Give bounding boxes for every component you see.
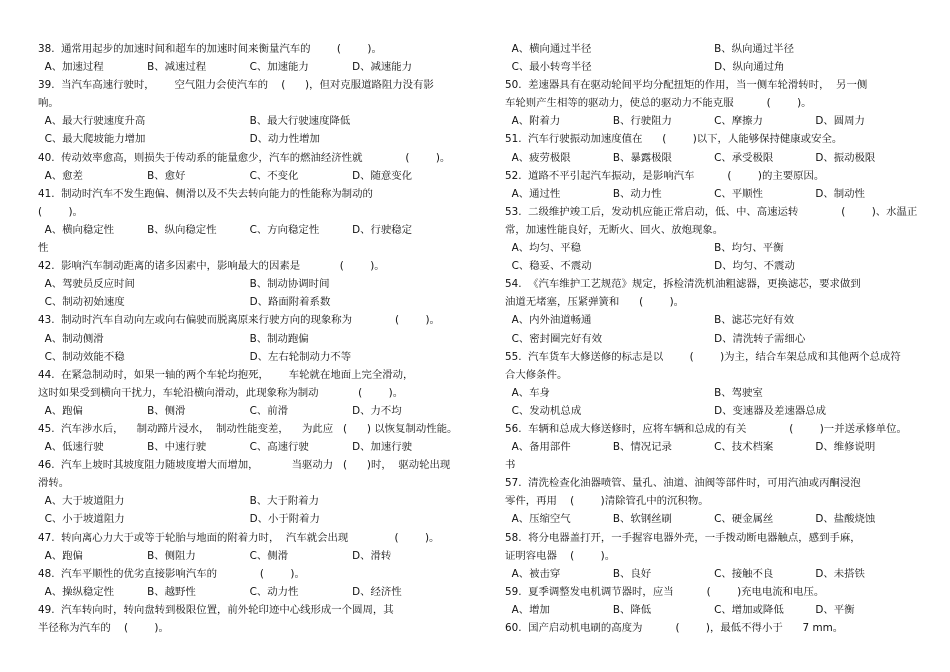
answer-option: C、最小转弯半径	[505, 61, 592, 74]
question-text: 书	[505, 459, 516, 472]
answer-option: A、增加	[505, 603, 550, 616]
question-text: 证明容电器 ( )。	[505, 549, 616, 562]
answer-option: D、圆周力	[808, 115, 865, 128]
answer-option: C、最大爬坡能力增加	[38, 133, 146, 146]
option-row	[38, 112, 448, 130]
option-row	[505, 40, 910, 58]
answer-option: B、制动协调时间	[243, 278, 330, 291]
answer-option: C、前滑	[243, 404, 289, 417]
answer-option: B、中速行驶	[140, 441, 207, 454]
question-text: ( )。	[38, 205, 83, 218]
question-text: 51. 汽车行驶振动加速度值在 ( )以下，人能够保持健康或安全。	[505, 133, 843, 146]
answer-option: A、横向稳定性	[38, 223, 115, 236]
question-text: 车轮则产生相等的驱动力，使总的驱动力不能克服 ( )。	[505, 97, 812, 110]
question-text: 合大修条件。	[505, 368, 568, 381]
question-text: 44. 在紧急制动时，如果一轴的两个车轮均抱死， 车轮就在地面上完全滑动，	[38, 368, 414, 381]
answer-option: A、跑偏	[38, 404, 83, 417]
option-row	[38, 402, 448, 420]
answer-option: D、制动性	[808, 187, 865, 200]
question-text: 零件，再用 ( )清除管孔中的沉积物。	[505, 495, 709, 508]
question-text: 油道无堵塞，压紧弹簧和 ( )。	[505, 296, 685, 309]
answer-option: D、纵向通过角	[707, 61, 785, 74]
answer-option: D、动力性增加	[243, 133, 320, 146]
answer-option: B、侧阻力	[140, 549, 196, 562]
answer-option: D、平衡	[808, 603, 855, 616]
option-row	[505, 330, 910, 348]
answer-option: D、维修说明	[808, 441, 876, 454]
answer-option: C、硬金属丝	[707, 513, 774, 526]
answer-option: B、减速过程	[140, 61, 207, 74]
option-row	[38, 130, 448, 148]
answer-option: B、大于附着力	[243, 495, 320, 508]
option-row	[38, 438, 448, 456]
answer-option: A、附着力	[505, 115, 561, 128]
answer-option: C、技术档案	[707, 441, 774, 454]
answer-option: C、加速能力	[243, 61, 309, 74]
answer-option: C、发动机总成	[505, 404, 582, 417]
answer-option: B、愈好	[140, 169, 186, 182]
option-row	[505, 601, 910, 619]
question-text: 40. 传动效率愈高，则损失于传动系的能量愈少，汽车的燃油经济性就 ( )。	[38, 151, 451, 164]
answer-option: C、承受极限	[707, 151, 774, 164]
answer-option: B、驾驶室	[707, 386, 763, 399]
question-text: 48. 汽车平顺性的优劣直接影响汽车的 ( )。	[38, 567, 305, 580]
answer-option: A、跑偏	[38, 549, 83, 562]
question-text: 42. 影响汽车制动距离的诸多因素中，影响最大的因素是 ( )。	[38, 260, 385, 273]
question-text: 55. 汽车货车大修送修的标志是以 ( )为主，结合车架总成和其他两个总成符	[505, 350, 901, 363]
option-row	[505, 149, 910, 167]
answer-option: A、操纵稳定性	[38, 585, 115, 598]
answer-option: D、左右轮制动力不等	[243, 350, 352, 363]
question-text: 半径称为汽车的 ( )。	[38, 622, 169, 634]
answer-option: C、密封圈完好有效	[505, 332, 602, 345]
answer-option: A、加速过程	[38, 61, 104, 74]
question-text: 45. 汽车涉水后， 制动蹄片浸水， 制动性能变差， 为此应 ( ) 以恢复制动性能。	[38, 422, 458, 435]
answer-option: B、行驶阻力	[606, 115, 672, 128]
answer-option: C、侧滑	[243, 549, 289, 562]
answer-option: B、纵向通过半径	[707, 43, 794, 55]
answer-option: D、加速行驶	[345, 441, 413, 454]
answer-option: A、疲劳极限	[505, 151, 571, 164]
option-row	[38, 583, 448, 601]
answer-option: B、滤芯完好有效	[707, 314, 794, 327]
question-text: 性	[38, 242, 49, 255]
answer-option: D、滑转	[345, 549, 392, 562]
answer-option: D、小于附着力	[243, 513, 320, 526]
answer-option: A、愈差	[38, 169, 83, 182]
option-row	[38, 167, 448, 185]
option-row	[505, 58, 910, 76]
question-text: 49. 汽车转向时，转向盘转到极限位置，前外轮印迹中心线形成一个圆周，其	[38, 603, 394, 616]
answer-option: D、变速器及差速器总成	[707, 404, 827, 417]
answer-option: A、通过性	[505, 187, 561, 200]
question-text: 39. 当汽车高速行驶时， 空气阻力会使汽车的 ( )，但对克服道路阻力没有影	[38, 79, 434, 92]
option-row	[505, 185, 910, 203]
question-text: 43. 制动时汽车自动向左或向右偏驶而脱离原来行驶方向的现象称为 ( )。	[38, 314, 440, 327]
answer-option: B、降低	[606, 603, 652, 616]
question-text: 46. 汽车上坡时其坡度阻力随坡度增大而增加， 当驱动力 ( )时， 驱动轮出现	[38, 459, 451, 472]
answer-option: D、未搭铁	[808, 567, 865, 580]
option-row	[505, 311, 910, 329]
answer-option: D、随意变化	[345, 169, 413, 182]
answer-option: A、均匀、平稳	[505, 242, 582, 255]
option-row	[38, 293, 448, 311]
question-text: 41. 制动时汽车不发生跑偏、侧滑以及不失去转向能力的性能称为制动的	[38, 187, 373, 200]
answer-option: C、平顺性	[707, 187, 763, 200]
question-text: 常，加速性能良好，无断火、回火、放炮现象。	[505, 223, 724, 236]
question-text: 这时如果受到横向干扰力，车轮沿横向滑动，此现象称为制动 ( )。	[38, 386, 404, 399]
left-column	[38, 40, 458, 637]
answer-option: D、行驶稳定	[345, 223, 413, 236]
answer-option: A、最大行驶速度升高	[38, 115, 146, 128]
question-text: 响。	[38, 97, 59, 110]
answer-option: B、均匀、平衡	[707, 242, 784, 255]
option-row	[505, 510, 910, 528]
answer-option: A、低速行驶	[38, 441, 104, 454]
answer-option: B、侧滑	[140, 404, 186, 417]
answer-option: B、暴露极限	[606, 151, 672, 164]
question-text: 53. 二级维护竣工后，发动机应能正常启动，低、中、高速运转 ( )、水温正	[505, 205, 918, 218]
question-text: 56. 车辆和总成大修送修时，应将车辆和总成的有关 ( )一并送承修单位。	[505, 422, 907, 435]
answer-option: B、越野性	[140, 585, 196, 598]
answer-option: D、清洗转子需细心	[707, 332, 806, 345]
answer-option: C、方向稳定性	[243, 223, 320, 236]
answer-option: C、稳妥、不震动	[505, 260, 592, 273]
option-row	[38, 275, 448, 293]
answer-option: A、制动侧滑	[38, 332, 104, 345]
answer-option: C、接触不良	[707, 567, 774, 580]
answer-option: A、内外油道畅通	[505, 314, 592, 327]
answer-option: C、增加或降低	[707, 603, 784, 616]
answer-option: D、盐酸烧蚀	[808, 513, 876, 526]
right-column	[505, 40, 918, 637]
answer-option: C、动力性	[243, 585, 299, 598]
answer-option: C、制动初始速度	[38, 296, 125, 309]
answer-option: B、制动跑偏	[243, 332, 309, 345]
option-row	[38, 510, 448, 528]
answer-option: C、小于坡道阻力	[38, 513, 125, 526]
question-text: 54. 《汽车维护工艺规范》规定，拆检清洗机油粗滤器，更换滤芯，要求做到	[505, 278, 861, 291]
question-text: 59. 夏季调整发电机调节器时，应当 ( )充电电流和电压。	[505, 585, 825, 598]
answer-option: D、减速能力	[345, 61, 413, 74]
question-text: 57. 清洗检查化油器喷管、量孔、油道、油阀等部件时，可用汽油或丙酮浸泡	[505, 477, 861, 490]
question-text: 58. 将分电器盖打开，一手握容电器外壳，一手拨动断电器触点，感到手麻，	[505, 531, 861, 544]
answer-option: D、力不均	[345, 404, 402, 417]
option-row	[505, 565, 910, 583]
answer-option: D、路面附着系数	[243, 296, 331, 309]
answer-option: B、纵向稳定性	[140, 223, 217, 236]
answer-option: A、车身	[505, 386, 550, 399]
answer-option: B、动力性	[606, 187, 662, 200]
answer-option: B、软钢丝刷	[606, 513, 672, 526]
answer-option: B、情况记录	[606, 441, 672, 454]
option-row	[505, 402, 910, 420]
question-text: 47. 转向离心力大于或等于轮胎与地面的附着力时， 汽车就会出现 ( )。	[38, 531, 440, 544]
option-row	[38, 221, 448, 239]
answer-option: C、摩擦力	[707, 115, 763, 128]
option-row	[38, 547, 448, 565]
answer-option: A、大于坡道阻力	[38, 495, 125, 508]
option-row	[38, 492, 448, 510]
answer-option: C、高速行驶	[243, 441, 309, 454]
answer-option: A、被击穿	[505, 567, 561, 580]
answer-option: A、备用部件	[505, 441, 571, 454]
option-row	[505, 384, 910, 402]
answer-option: D、均匀、不震动	[707, 260, 795, 273]
option-row	[505, 438, 910, 456]
answer-option: C、制动效能不稳	[38, 350, 125, 363]
option-row	[38, 330, 448, 348]
option-row	[505, 239, 910, 257]
answer-option: B、良好	[606, 567, 652, 580]
question-text: 50. 差速器具有在驱动轮间平均分配扭矩的作用，当一侧车轮滑转时， 另一侧	[505, 79, 868, 92]
question-text: 38. 通常用起步的加速时间和超车的加速时间来衡量汽车的 ( )。	[38, 43, 382, 55]
question-text: 60. 国产启动机电刷的高度为 ( )，最低不得小于 7 mm。	[505, 622, 844, 634]
question-text: 滑转。	[38, 477, 70, 490]
answer-option: A、驾驶员反应时间	[38, 278, 135, 291]
question-text: 52. 道路不平引起汽车振动，是影响汽车 ( )的主要原因。	[505, 169, 825, 182]
answer-option: D、振动极限	[808, 151, 876, 164]
answer-option: A、横向通过半径	[505, 43, 592, 55]
answer-option: B、最大行驶速度降低	[243, 115, 351, 128]
answer-option: A、压缩空气	[505, 513, 571, 526]
option-row	[38, 58, 448, 76]
option-row	[505, 257, 910, 275]
answer-option: D、经济性	[345, 585, 402, 598]
answer-option: C、不变化	[243, 169, 299, 182]
option-row	[38, 348, 448, 366]
option-row	[505, 112, 910, 130]
